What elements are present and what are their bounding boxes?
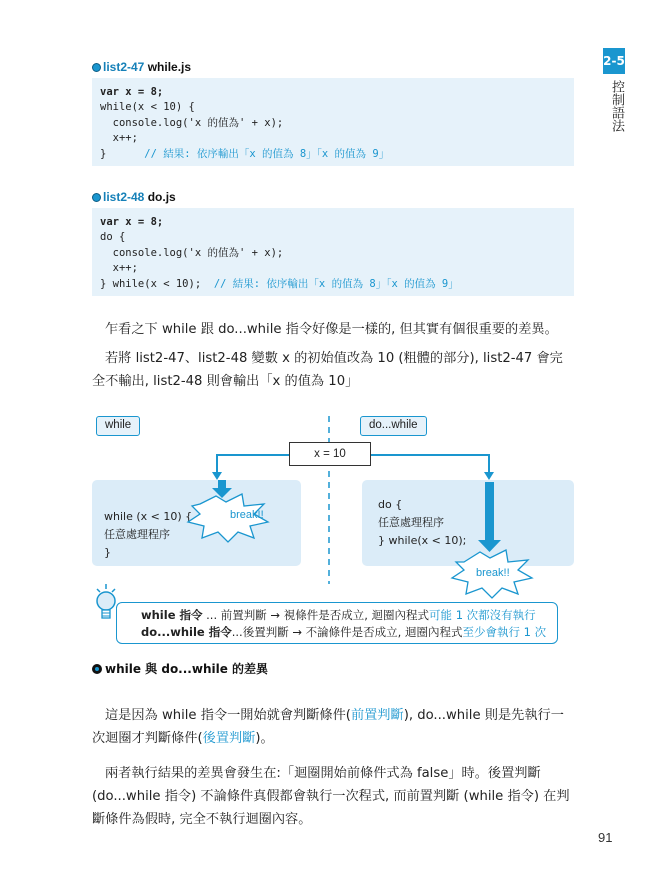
code-line: x++; [100, 132, 138, 145]
listing2-caption [92, 190, 176, 204]
comparison-diagram [92, 412, 574, 652]
run-arrow-right-head [478, 540, 501, 552]
stop-arrow-left-stem [218, 480, 226, 488]
code-last: } while(x < 10); [100, 277, 202, 290]
section-tab: 2-5 [603, 48, 625, 74]
section-label: 控制語法 [609, 80, 624, 132]
x-value-box: x = 10 [289, 442, 371, 466]
p3-highlight-2: 後置判斷 [202, 731, 256, 746]
p3-a: 這是因為 while 指令一開始就會判斷條件( [105, 708, 351, 723]
break-label-left: break!! [230, 509, 264, 521]
code-line [100, 277, 566, 292]
figure-caption [92, 660, 268, 677]
code-line: console.log('x 的值為' + x); [100, 246, 284, 259]
tip-box [116, 602, 558, 644]
tip-line-while [141, 607, 536, 623]
code-line: var x = 8; [100, 216, 164, 228]
paragraph-3 [92, 704, 574, 750]
lightbulb-icon [97, 584, 115, 618]
while-code: while (x < 10) { 任意處理程序 } [104, 510, 193, 559]
tip-keyword: do...while 指令 [141, 625, 232, 639]
tip-highlight: 至少會執行 1 次 [462, 625, 547, 639]
do-while-tag: do...while [360, 416, 427, 436]
code-line: var x = 8; [100, 86, 164, 98]
p3-c: )。 [255, 731, 274, 746]
listing1-code [92, 78, 574, 166]
listing1-id: list2-47 [103, 60, 145, 74]
tip-keyword: while 指令 [141, 608, 203, 622]
listing2-code [92, 208, 574, 296]
p3-highlight-1: 前置判斷 [350, 708, 404, 723]
page-number: 91 [598, 830, 613, 845]
listing1-caption [92, 60, 191, 74]
while-tag: while [96, 416, 140, 436]
listing2-file: do.js [147, 190, 176, 204]
paragraph-1: 乍看之下 while 跟 do...while 指令好像是一樣的, 但其實有個很重要的差異。 [105, 322, 558, 337]
code-comment: // 結果: 依序輸出「x 的值為 8」「x 的值為 9」 [144, 147, 390, 160]
tip-text: ...後置判斷 → 不論條件是否成立, 迴圈內程式 [231, 625, 463, 639]
code-line: do { [100, 231, 126, 244]
figure-caption-text: while 與 do...while 的差異 [105, 662, 269, 676]
paragraph-4: 兩者執行結果的差異會發生在:「迴圈開始前條件式為 false」時。後置判斷 (do...while 指令) 不論條件真假都會執行一次程式, 而前置判斷 (while 指令) 在判斷條件為假時, 完全不執行迴圈內容。 [92, 766, 570, 827]
tip-line-do-while [141, 624, 546, 640]
caption-bullet-icon [92, 664, 102, 674]
tip-highlight: 可能 1 次都沒有執行 [429, 608, 536, 622]
code-line: while(x < 10) { [100, 101, 195, 114]
paragraph-2: 若將 list2-47、list2-48 變數 x 的初始值改為 10 (粗體的部分), list2-47 會完全不輸出, list2-48 則會輸出「x 的值為 10」 [92, 351, 563, 389]
code-line: x++; [100, 262, 138, 275]
code-brace: } [100, 147, 107, 160]
bullet-icon [92, 63, 101, 72]
break-label-right: break!! [476, 567, 510, 579]
code-comment: // 結果: 依序輸出「x 的值為 8」「x 的值為 9」 [213, 277, 459, 290]
code-line: console.log('x 的值為' + x); [100, 116, 284, 129]
do-while-code: do { 任意處理程序 } while(x < 10); [378, 498, 467, 547]
listing1-file: while.js [147, 60, 192, 74]
listing2-id: list2-48 [103, 190, 145, 204]
p3-b: ), do...while 則是先執行一次迴圈才判斷條件( [92, 708, 564, 746]
run-arrow-right-stem [485, 482, 494, 542]
code-line [100, 147, 566, 162]
bullet-icon [92, 193, 101, 202]
tip-text: ... 前置判斷 → 視條件是否成立, 迴圈內程式 [206, 608, 430, 622]
